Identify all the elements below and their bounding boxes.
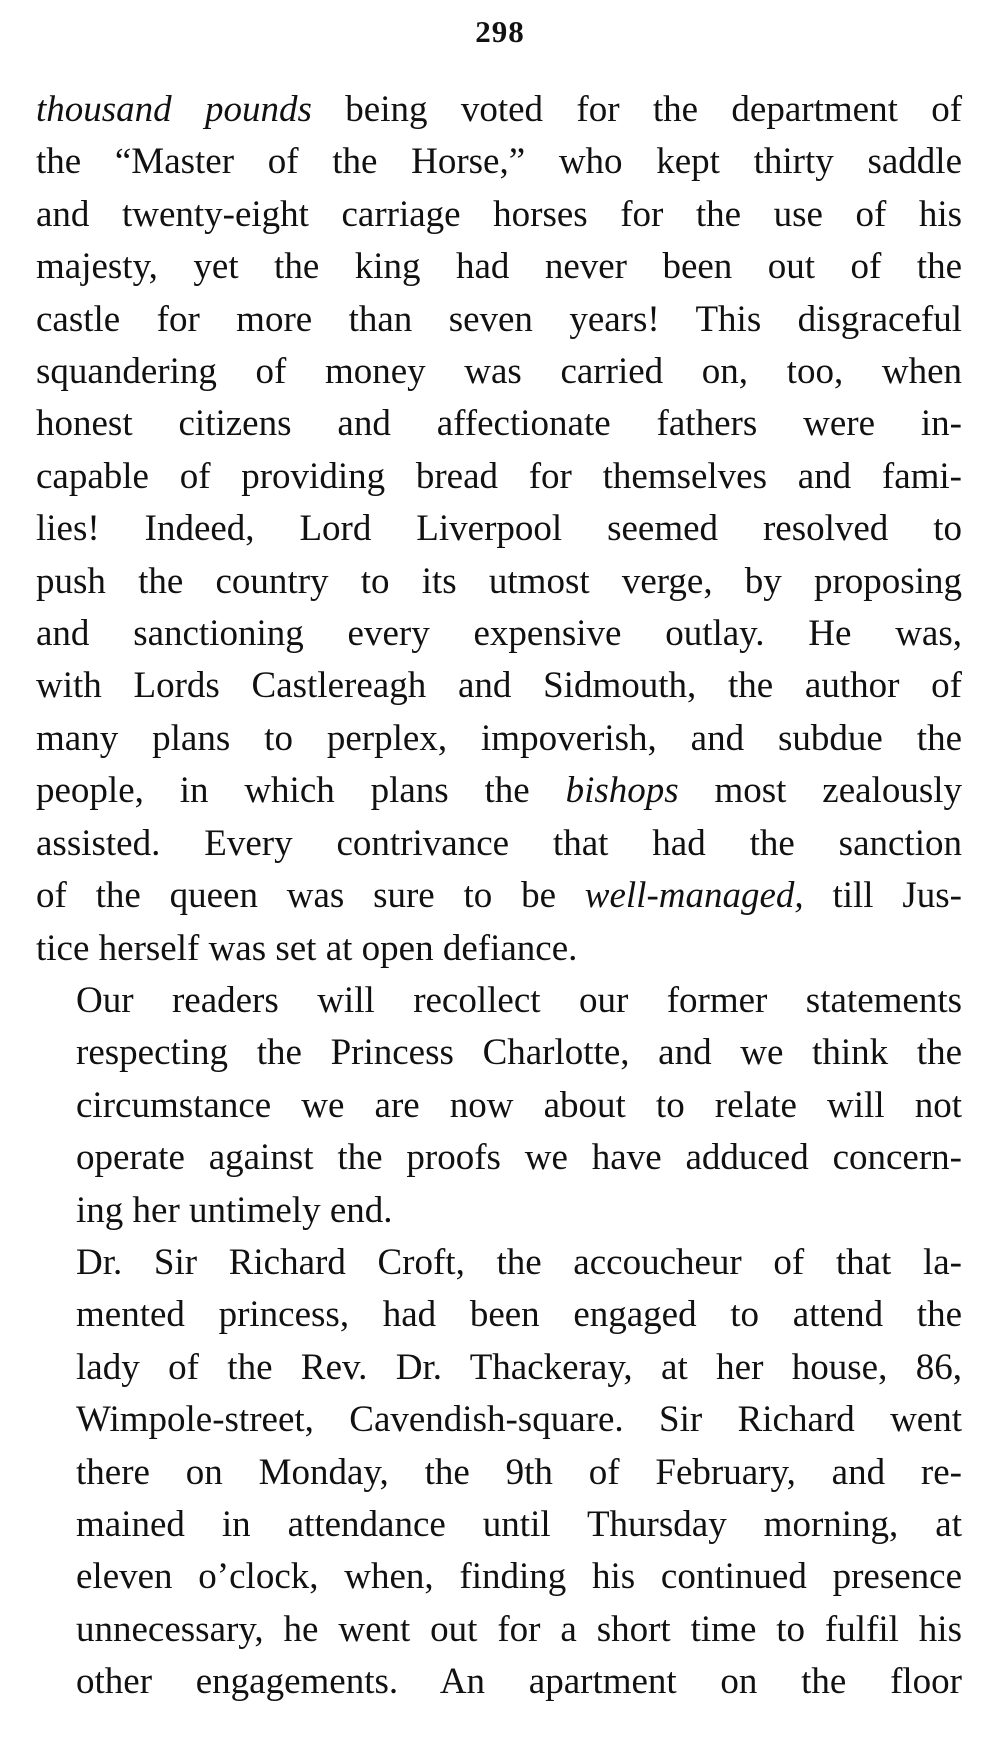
text-line bbox=[36, 503, 962, 555]
text-line bbox=[36, 346, 962, 398]
text-segment: Wimpole-street, Cavendish-square. Sir Richard went bbox=[76, 1399, 962, 1441]
italic-text: thousand pounds bbox=[36, 89, 312, 130]
text-segment: people, in which plans the bbox=[36, 770, 566, 812]
text-line bbox=[36, 1185, 962, 1237]
text-line bbox=[36, 294, 962, 346]
text-line bbox=[36, 765, 962, 817]
text-line bbox=[36, 870, 962, 922]
text-segment: the “Master of the Horse,” who kept thirty saddle bbox=[36, 141, 962, 183]
text-line bbox=[36, 1132, 962, 1184]
text-line bbox=[36, 1447, 962, 1499]
text-segment: there on Monday, the 9th of February, and re- bbox=[76, 1451, 962, 1493]
text-line bbox=[36, 241, 962, 293]
text-segment: Dr. Sir Richard Croft, the accoucheur of that la- bbox=[76, 1241, 962, 1283]
text-segment: push the country to its utmost verge, by proposing bbox=[36, 560, 962, 602]
text-segment: respecting the Princess Charlotte, and we think the bbox=[76, 1032, 962, 1074]
text-segment: squandering of money was carried on, too, when bbox=[36, 351, 962, 393]
text-segment: Our readers will recollect our former statements bbox=[76, 979, 962, 1021]
text-segment: mented princess, had been engaged to attend the bbox=[76, 1294, 962, 1336]
text-segment: capable of providing bread for themselves and fami- bbox=[36, 455, 962, 497]
text-line bbox=[36, 1656, 962, 1708]
text-line bbox=[36, 608, 962, 660]
text-segment: majesty, yet the king had never been out of the bbox=[36, 246, 962, 288]
text-segment: circumstance we are now about to relate will not bbox=[76, 1084, 962, 1126]
text-segment: other engagements. An apartment on the floor bbox=[76, 1661, 962, 1703]
text-line bbox=[36, 451, 962, 503]
text-line bbox=[36, 556, 962, 608]
text-line bbox=[36, 1027, 962, 1079]
text-segment: castle for more than seven years! This disgraceful bbox=[36, 298, 962, 340]
text-segment: eleven o’clock, when, finding his continued presence bbox=[76, 1556, 962, 1598]
text-segment: lies! Indeed, Lord Liverpool seemed resolved to bbox=[36, 508, 962, 550]
text-line bbox=[36, 975, 962, 1027]
text-segment: assisted. Every contrivance that had the sanction bbox=[36, 822, 962, 864]
text-segment: being voted for the department of bbox=[311, 89, 963, 130]
text-segment: till Jus- bbox=[803, 875, 962, 917]
paragraph-2 bbox=[36, 975, 962, 1237]
text-line bbox=[36, 189, 962, 241]
paragraph-3 bbox=[36, 1237, 962, 1709]
paragraph-1 bbox=[36, 84, 962, 975]
text-line bbox=[36, 398, 962, 450]
text-segment: and sanctioning every expensive outlay. He was, bbox=[36, 613, 962, 655]
text-line bbox=[36, 1499, 962, 1551]
text-line bbox=[36, 1080, 962, 1132]
text-segment: unnecessary, he went out for a short time to fulfil his bbox=[76, 1608, 962, 1650]
text-segment: mained in attendance until Thursday morning, at bbox=[76, 1503, 962, 1545]
text-line bbox=[36, 1289, 962, 1341]
text-line bbox=[36, 1342, 962, 1394]
italic-text: well-managed, bbox=[584, 875, 804, 917]
text-line bbox=[36, 84, 962, 136]
text-segment: and twenty-eight carriage horses for the use of his bbox=[36, 193, 962, 235]
text-line bbox=[36, 818, 962, 870]
text-segment: ing her untimely end. bbox=[76, 1189, 393, 1231]
text-line bbox=[36, 713, 962, 765]
body-text bbox=[36, 84, 962, 1709]
text-segment: lady of the Rev. Dr. Thackeray, at her house, 86, bbox=[76, 1346, 962, 1388]
text-segment: operate against the proofs we have adduced concern- bbox=[76, 1137, 962, 1179]
text-line bbox=[36, 136, 962, 188]
text-segment: tice herself was set at open defiance. bbox=[36, 927, 578, 969]
text-segment: honest citizens and affectionate fathers were in- bbox=[36, 403, 962, 445]
text-line bbox=[36, 1394, 962, 1446]
text-segment: most zealously bbox=[678, 770, 962, 812]
italic-text: bishops bbox=[565, 770, 679, 812]
text-segment: with Lords Castlereagh and Sidmouth, the author of bbox=[36, 665, 962, 707]
text-line bbox=[36, 1551, 962, 1603]
text-segment: of the queen was sure to be bbox=[36, 875, 585, 917]
text-line bbox=[36, 1604, 962, 1656]
page-number: 298 bbox=[475, 14, 525, 49]
text-line bbox=[36, 660, 962, 712]
text-segment: many plans to perplex, impoverish, and subdue the bbox=[36, 717, 962, 759]
text-line bbox=[36, 1237, 962, 1289]
text-line bbox=[36, 923, 962, 975]
